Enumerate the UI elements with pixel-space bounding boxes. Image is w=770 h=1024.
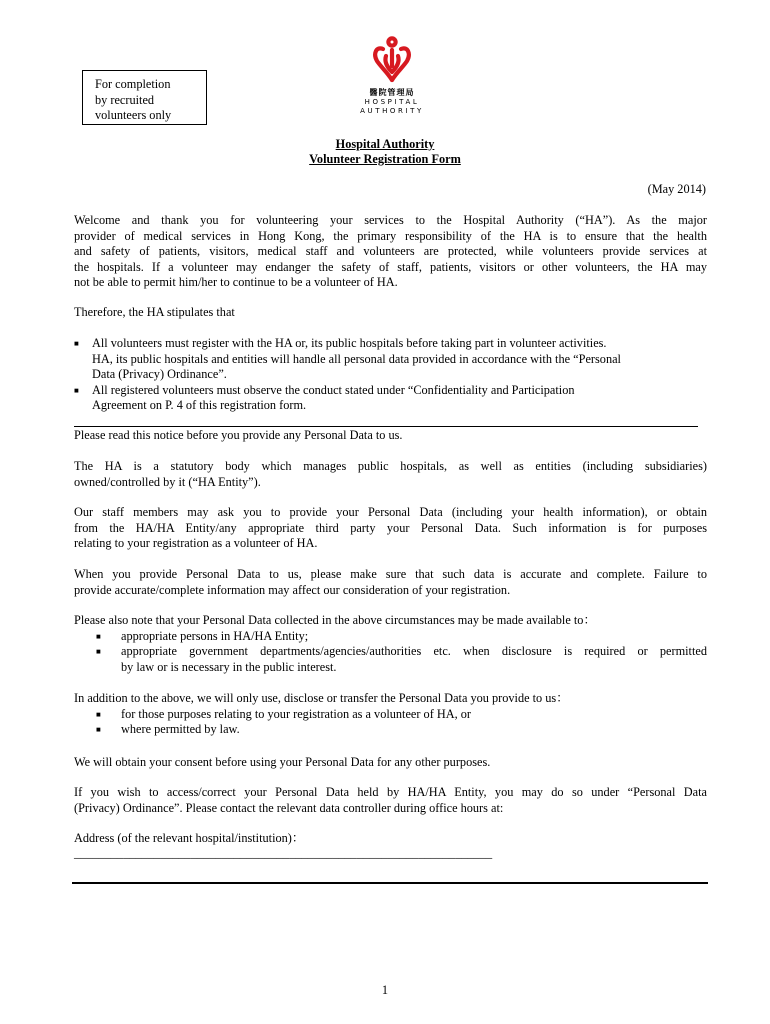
staff-paragraph [74, 505, 707, 552]
list-item-line: HA, its public hospitals and entities will handle all personal data provided in accordance with the “Personal [92, 351, 621, 366]
list-item-line: Agreement on P. 4 of this registration form. [92, 398, 307, 412]
hospital-authority-logo [356, 36, 428, 126]
paragraph-line: (Privacy) Ordinance”. Please contact the relevant data controller during office hours at: [74, 800, 504, 815]
use-paragraph [74, 691, 707, 738]
paragraph-line: When you provide Personal Data to us, please make sure that such data is accurate and complete. Failure to [74, 567, 707, 581]
logo-chinese-text: 醫院管理局 [369, 88, 415, 97]
paragraph-line: Please also note that your Personal Data collected in the above circumstances may be made available to： [74, 613, 596, 627]
list-item-line: Data (Privacy) Ordinance”. [92, 367, 227, 381]
paragraph-line: relating to your registration as a volunteer of HA. [74, 536, 318, 550]
list-item-line: appropriate government departments/agencies/authorities etc. when disclosure is required or permitted [121, 644, 707, 658]
list-item [96, 629, 707, 645]
statutory-paragraph [74, 459, 707, 490]
list-item-line: for those purposes relating to your registration as a volunteer of HA, or [121, 706, 472, 721]
form-title: Volunteer Registration Form [309, 152, 461, 166]
hospital-authority-logo-icon [372, 36, 412, 84]
list-item-line: by law or is necessary in the public interest. [121, 659, 337, 674]
completion-note-line: volunteers only [95, 108, 172, 122]
welcome-paragraph [74, 213, 707, 291]
bullet-square-icon: ■ [74, 339, 79, 348]
paragraph-line: The HA is a statutory body which manages public hospitals, as well as entities (including subsidiaries) [74, 459, 707, 473]
address-label: Address (of the relevant hospital/institution)： [74, 831, 305, 845]
list-item-line: All registered volunteers must observe the conduct stated under “Confidentiality and Participation [92, 382, 575, 397]
bullet-square-icon: ■ [96, 631, 101, 641]
accuracy-paragraph [74, 567, 707, 598]
paragraph-line: owned/controlled by it (“HA Entity”). [74, 474, 261, 489]
address-input-line[interactable]: ____________________________________________________________________ [74, 846, 493, 860]
stipulation-list [74, 336, 707, 414]
bullet-square-icon: ■ [74, 385, 79, 395]
paragraph-line: In addition to the above, we will only use, disclose or transfer the Personal Data you provide to us： [74, 691, 569, 705]
bullet-square-icon: ■ [96, 709, 101, 719]
list-item [96, 722, 707, 738]
completion-note-box [82, 70, 207, 125]
list-item [74, 336, 707, 383]
list-item-line: appropriate persons in HA/HA Entity; [121, 628, 309, 643]
use-list [74, 707, 707, 738]
bullet-square-icon: ■ [96, 725, 101, 734]
form-org-title: Hospital Authority [335, 137, 435, 151]
paragraph-line: provider of medical services in Hong Kong, the primary responsibility of the HA is to ensure that the health [74, 228, 707, 243]
list-item-line: All volunteers must register with the HA or, its public hospitals before taking part in volunteer activities. [92, 336, 607, 350]
paragraph-line: Welcome and thank you for volunteering your services to the Hospital Authority (“HA”). As the major [74, 213, 707, 227]
privacy-notice-heading: Please read this notice before you provide any Personal Data to us. [74, 428, 403, 442]
disclosure-list [74, 629, 707, 676]
access-paragraph [74, 785, 707, 816]
bullet-square-icon: ■ [96, 647, 101, 656]
paragraph-line: Our staff members may ask you to provide your Personal Data (including your health information), or obtain [74, 505, 707, 519]
disclosure-paragraph [74, 613, 707, 675]
list-item-line: where permitted by law. [121, 722, 240, 736]
completion-note-line: by recruited [95, 92, 155, 107]
completion-note-line: For completion [95, 77, 171, 91]
footer-divider [72, 882, 708, 884]
paragraph-line: and safety of patients, visitors, medical staff and volunteers are protected, while volunteers provide services at [74, 244, 707, 258]
paragraph-line: the hospitals. If a volunteer may endanger the safety of staff, patients, visitors or other volunteers, the HA may [74, 259, 707, 274]
paragraph-line: from the HA/HA Entity/any appropriate third party your Personal Data. Such information is for purposes [74, 520, 707, 535]
list-item [96, 644, 707, 675]
logo-english-line-1: HOSPITAL [364, 98, 420, 106]
section-divider [74, 426, 698, 427]
logo-english-line-2: AUTHORITY [360, 106, 424, 115]
list-item [96, 707, 707, 723]
paragraph-line: provide accurate/complete information may affect our consideration of your registration. [74, 582, 511, 597]
form-date: (May 2014) [647, 182, 706, 196]
paragraph-line: not be able to permit him/her to continue to be a volunteer of HA. [74, 275, 398, 289]
page-number: 1 [381, 983, 389, 997]
therefore-paragraph: Therefore, the HA stipulates that [74, 305, 235, 319]
paragraph-line: If you wish to access/correct your Personal Data held by HA/HA Entity, you may do so under “Personal Data [74, 785, 707, 799]
consent-paragraph: We will obtain your consent before using your Personal Data for any other purposes. [74, 755, 491, 769]
list-item [74, 383, 707, 414]
